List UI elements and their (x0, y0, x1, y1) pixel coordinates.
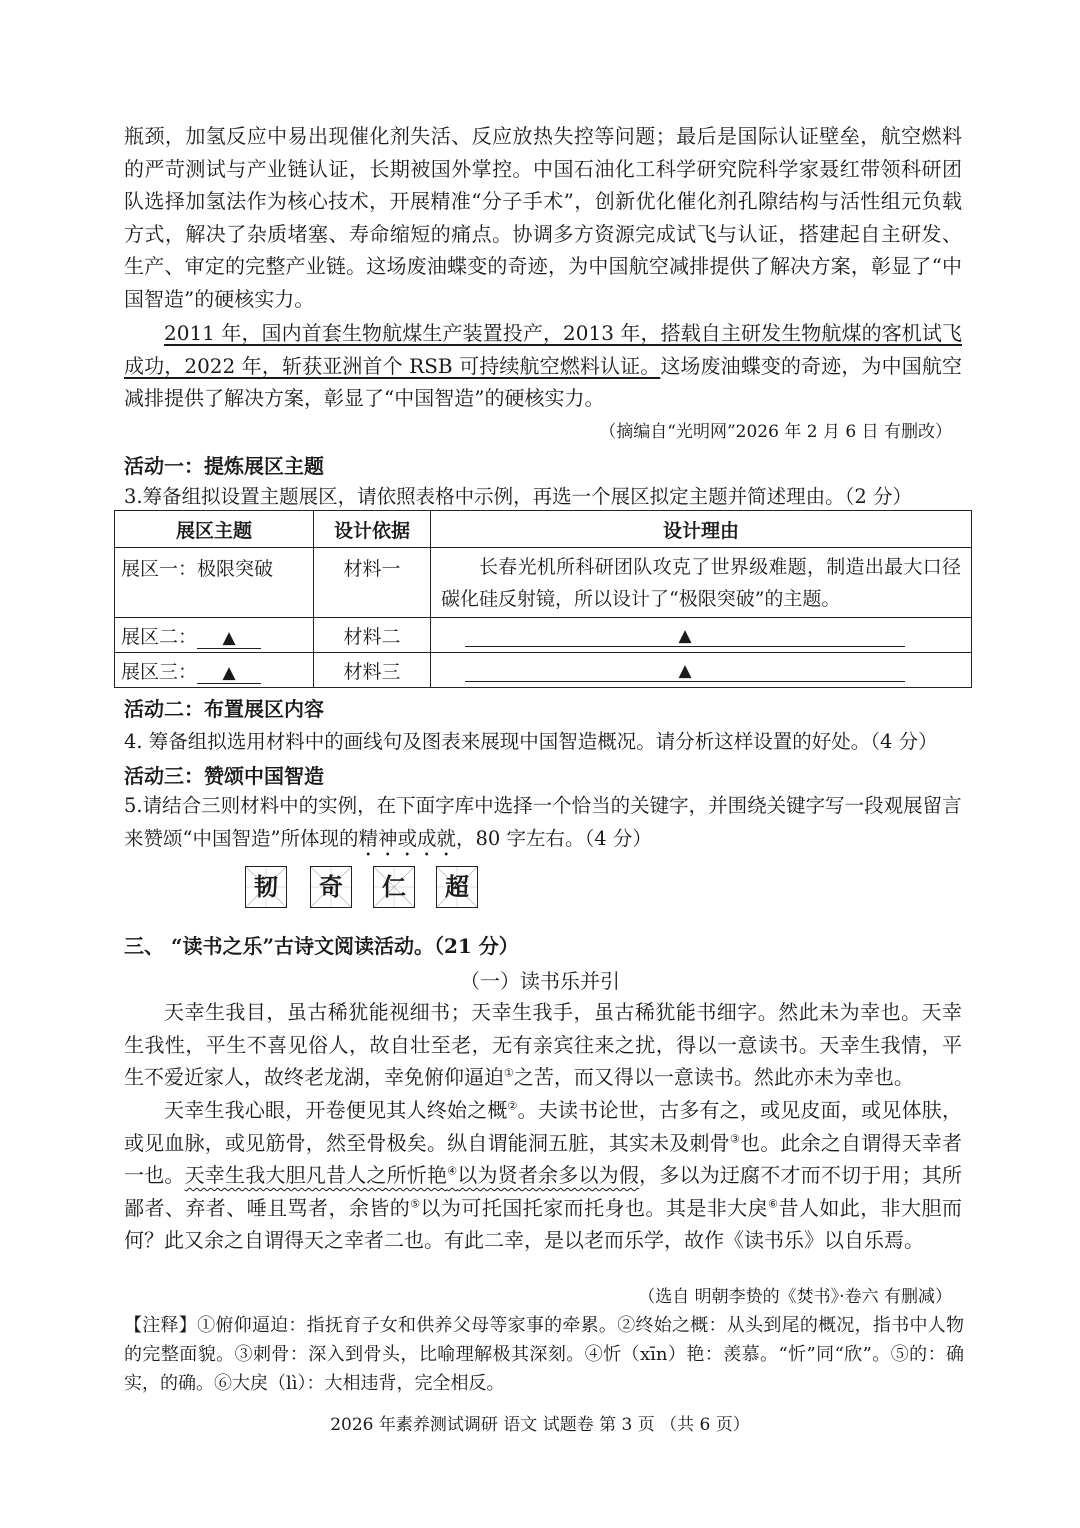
material-paragraph-1: 瓶颈，加氢反应中易出现催化剂失活、反应放热失控等问题；最后是国际认证壁垒，航空燃料的严苛测试与产业链认证，长期被国外掌控。中国石油化工科学研究院科学家聂红带领科研团队选择加氢法作为核心技术，开展精准“分子手术”，创新优化催化剂孔隙结构与活性组元负载方式，解决了杂质堵塞、寿命缩短的痛点。协调多方资源完成试飞与认证，搭建起自主研发、生产、审定的完整产业链。这场废油蝶变的奇迹，为中国航空减排提供了解决方案，彰显了“中国智造”的硬核实力。 (124, 124, 962, 311)
wavy-part-b: 以为贤者余多以为假 (457, 1163, 640, 1188)
answer-blank-theme-2[interactable]: ▲ (197, 628, 261, 649)
note-mark-3: ③ (729, 1131, 741, 1145)
table-row-3-basis: 材料三 (314, 653, 431, 688)
passage-title: （一）读书乐并引 (460, 969, 620, 993)
note-mark-1: ① (504, 1066, 514, 1080)
keyword-ren-tough[interactable]: 韧 (245, 866, 287, 908)
question-5-text-b: ，80 字左右。（4 分） (455, 826, 652, 850)
wavy-underlined-sentence (185, 1163, 639, 1187)
keyword-chao[interactable]: 超 (436, 866, 478, 908)
material-source: （摘编自“光明网”2026 年 2 月 6 日 有删改） (599, 422, 952, 442)
question-5-text-a: 5.请结合三则材料中的实例，在下面字库中选择一个恰当的关键字，并围绕关键字写一段观展留言来赞颂“中国智造”所体现的 (124, 794, 962, 850)
note-mark-4: ④ (447, 1164, 458, 1178)
table-row-1-reason: 长春光机所科研团队攻克了世界级难题，制造出最大口径碳化硅反射镜，所以设计了“极限突破”的主题。 (431, 548, 972, 618)
passage-paragraph-1 (124, 996, 962, 1094)
table-header-reason: 设计理由 (431, 511, 972, 548)
wavy-part-a: 天幸生我大胆凡昔人之所忻艳 (184, 1163, 448, 1188)
passage-p2-b: 。夫读书论世，古多有之，或见皮面，或见体肤，或见血脉，或见筋骨，然至骨极矣。纵自谓能洞五脏，其实未及刺骨 (124, 1098, 962, 1155)
answer-blank-reason-2[interactable]: ▲ (465, 626, 905, 647)
activity-3-title: 活动三：赞颂中国智造 (124, 764, 324, 788)
question-3: 3.筹备组拟设置主题展区，请依照表格中示例，再选一个展区拟定主题并简述理由。（2 分） (124, 485, 912, 508)
keyword-qi[interactable]: 奇 (310, 866, 352, 908)
keyword-ren-benevolent[interactable]: 仁 (373, 866, 415, 908)
note-mark-2: ② (507, 1099, 518, 1113)
table-row-3-reason (431, 653, 972, 688)
note-mark-5: ⑤ (410, 1197, 421, 1211)
row-2-label: 展区二： (121, 625, 198, 648)
note-mark-6: ⑥ (768, 1197, 779, 1211)
table-row-2-theme (115, 618, 314, 653)
table-header-basis: 设计依据 (314, 511, 431, 548)
table-row-2-basis: 材料二 (314, 618, 431, 653)
material-paragraph-2 (124, 317, 962, 415)
passage-p2-f: 昔人如此，非大胆而何？此又余之自谓得天之幸者二也。有此二幸，是以老而乐学，故作《读书乐》以自乐焉。 (124, 1195, 962, 1253)
answer-blank-theme-3[interactable]: ▲ (197, 663, 261, 684)
table-header-theme: 展区主题 (115, 511, 314, 548)
annotations: 【注释】①俯仰逼迫：指抚育子女和供养父母等家事的牵累。②终始之概：从头到尾的概况，指书中人物的完整面貌。③刺骨：深入到骨头，比喻理解极其深刻。④忻（xīn）艳：羡慕。“忻”同“欣”。⑤的：确实，的确。⑥大戾（lì）：大相违背，完全相反。 (124, 1315, 964, 1394)
table-row-2-reason (431, 618, 972, 653)
question-5 (124, 790, 964, 861)
passage-p2-c: 也。此余之自谓得天幸者一也。 (124, 1130, 962, 1188)
passage-p1-a: 天幸生我目，虽古稀犹能视细书；天幸生我手，虽古稀犹能书细字。然此未为幸也。天幸生我性，平生不喜见俗人，故自壮至老，无有亲宾往来之扰，得以一意读书。天幸生我情，平生不爱近家人，故终老龙湖，幸免俯仰逼迫 (124, 1000, 962, 1090)
passage-p2-a: 天幸生我心眼，开卷便见其人终始之概 (164, 1098, 508, 1122)
table-row-1-theme: 展区一：极限突破 (115, 548, 314, 618)
page-footer: 2026 年素养测试调研 语文 试题卷 第 3 页 （共 6 页） (330, 1415, 750, 1435)
question-5-emphasis: 精神或成就 (358, 826, 456, 850)
underlined-sentence: 2011 年，国内首套生物航煤生产装置投产，2013 年，搭载自主研发生物航煤的客机试飞成功，2022 年，斩获亚洲首个 RSB 可持续航空燃料认证。 (124, 321, 962, 378)
row-3-label: 展区三： (121, 660, 198, 683)
passage-source: （选自 明朝李贽的《焚书》·卷六 有删减） (638, 1287, 952, 1307)
activity-1-title: 活动一：提炼展区主题 (124, 454, 324, 478)
table-row-1-basis: 材料一 (314, 548, 431, 618)
activity-2-title: 活动二：布置展区内容 (124, 697, 324, 721)
table-row-3-theme (115, 653, 314, 688)
passage-p2-e: 以为可托国托家而托身也。其是非大戾 (420, 1195, 769, 1220)
passage-p2-d: ，多以为迂腐不才而不切于用；其所鄙者、弃者、唾且骂者，余皆的 (124, 1163, 963, 1220)
passage-p1-b: 之苦，而又得以一意读书。然此亦未为幸也。 (513, 1065, 914, 1090)
question-4: 4. 筹备组拟选用材料中的画线句及图表来展现中国智造概况。请分析这样设置的好处。（4 分） (124, 730, 938, 753)
material-paragraph-2-rest: 这场废油蝶变的奇迹，为中国航空减排提供了解决方案，彰显了“中国智造”的硬核实力。 (124, 353, 962, 411)
section-3-title: 三、 “读书之乐”古诗文阅读活动。（21 分） (124, 934, 519, 958)
answer-blank-reason-3[interactable]: ▲ (465, 661, 905, 682)
theme-table (114, 510, 972, 688)
passage-paragraph-2 (124, 1094, 962, 1257)
